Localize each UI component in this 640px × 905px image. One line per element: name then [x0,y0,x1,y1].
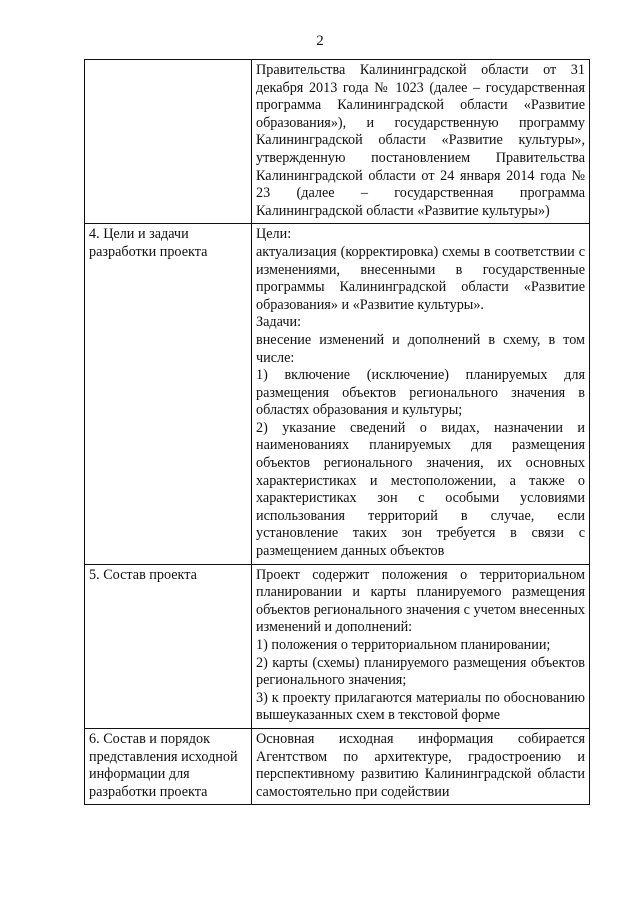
project-spec-table [84,59,590,805]
row-label: 5. Состав проекта [85,564,252,728]
content-paragraph: внесение изменений и дополнений в схему, в том числе: [256,331,585,366]
content-paragraph: Правительства Калининградской области от 31 декабря 2013 года № 1023 (далее – государственная программа Калининградской области «Развитие образования»), и государственную программу Калининградской области «Развитие культуры», утвержденную постановлением Правительства Калининградской области от 24 января 2014 года № 23 (далее – государственная программа Калининградской области «Развитие культуры») [256,62,585,219]
content-paragraph: 2) указание сведений о видах, назначении и наименованиях планируемых для размещения объектов регионального значения, их основных характеристиках и местоположении, а также о характеристиках зон с особыми условиями использования территорий в случае, если установление таких зон требуется в связи с размещением данных объектов [256,419,585,560]
content-paragraph: Проект содержит положения о территориальном планировании и карты планируемого размещения объектов регионального значения с учетом внесенных изменений и дополнений: [256,566,585,636]
table-row [85,728,590,804]
row-content [252,564,590,728]
row-content [252,224,590,564]
content-paragraph: 1) положения о территориальном планировании; [256,637,551,653]
row-content [252,60,590,224]
table-row [85,224,590,564]
table-row [85,564,590,728]
content-paragraph: 3) к проекту прилагаются материалы по обоснованию вышеуказанных схем в текстовой форме [256,689,585,724]
content-paragraph: Задачи: [256,314,302,331]
row-label [85,60,252,224]
content-paragraph: 2) карты (схемы) планируемого размещения объектов регионального значения; [256,654,585,689]
row-content [252,728,590,804]
content-paragraph: актуализация (корректировка) схемы в соответствии с изменениями, внесенными в государственные программы Калининградской области «Развитие образования» и «Развитие культуры». [256,243,585,313]
row-label: 6. Состав и порядок представления исходной информации для разработки проекта [85,728,252,804]
content-paragraph: Цели: [256,226,292,243]
table-row [85,60,590,224]
content-paragraph: 1) включение (исключение) планируемых для размещения объектов регионального значения в областях образования и культуры; [256,367,585,419]
row-label: 4. Цели и задачи разработки проекта [85,224,252,564]
content-paragraph: Основная исходная информация собирается Агентством по архитектуре, градостроению и перспективному развитию Калининградской области самостоятельно при содействии [256,730,585,800]
page-number: 2 [316,33,324,49]
